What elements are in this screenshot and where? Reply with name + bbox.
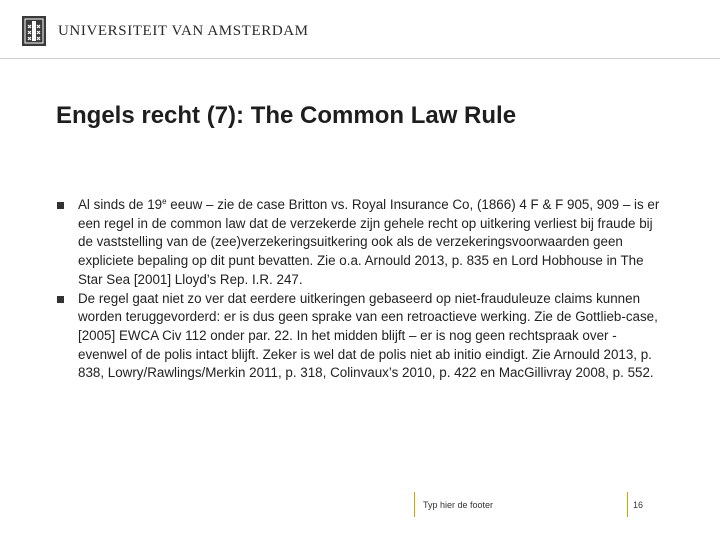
bullet-text: De regel gaat niet zo ver dat eerdere uitkeringen gebaseerd op niet-frauduleuze claims kunnen worden teruggevorderd: er is dus geen sprake van een retroactieve werking. Zie de Gottlieb-case, [2005] EWCA Civ 112 onder par. 22. In het midden blijft – er is nog geen rechtspraak over - evenwel of de polis intact blijft. Zeker is wel dat de polis niet ab initio eindigt. Zie Arnould 2013, p. 838, Lowry/Rawlings/Merkin 2011, p. 318, Colinvaux’s 2010, p. 422 en MacGillivray 2008, p. 552. xyxy=(78,290,658,381)
bullet-list xyxy=(56,196,666,383)
header-logo xyxy=(22,16,309,46)
ordinal-superscript: e xyxy=(162,197,167,206)
bullet-item xyxy=(56,290,666,384)
slide-footer xyxy=(414,492,643,517)
uva-crest-icon xyxy=(22,16,46,46)
header-divider xyxy=(0,58,720,59)
bullet-text-start: Al sinds de 19 xyxy=(78,197,163,212)
bullet-item xyxy=(56,196,666,290)
footer-text: Typ hier de footer xyxy=(414,492,627,517)
square-bullet-icon xyxy=(57,202,64,209)
page-number: 16 xyxy=(627,492,643,517)
university-name: UNIVERSITEIT VAN AMSTERDAM xyxy=(58,22,309,39)
bullet-text-rest: eeuw – zie de case Britton vs. Royal Insurance Co, (1866) 4 F & F 905, 909 – is er een regel in de common law dat de verzekerde zijn gehele recht op uitkering verliest bij fraude bij de vaststelling van de (zee)verzekeringsuitkering ook als de verzekeringsvoorwaarden geen expliciete bepaling op dit punt bevatten. Zie o.a. Arnould 2013, p. 835 en Lord Hobhouse in The Star Sea [2001] Lloyd’s Rep. I.R. 247. xyxy=(78,197,660,287)
slide-title: Engels recht (7): The Common Law Rule xyxy=(56,102,517,129)
square-bullet-icon xyxy=(57,296,64,303)
